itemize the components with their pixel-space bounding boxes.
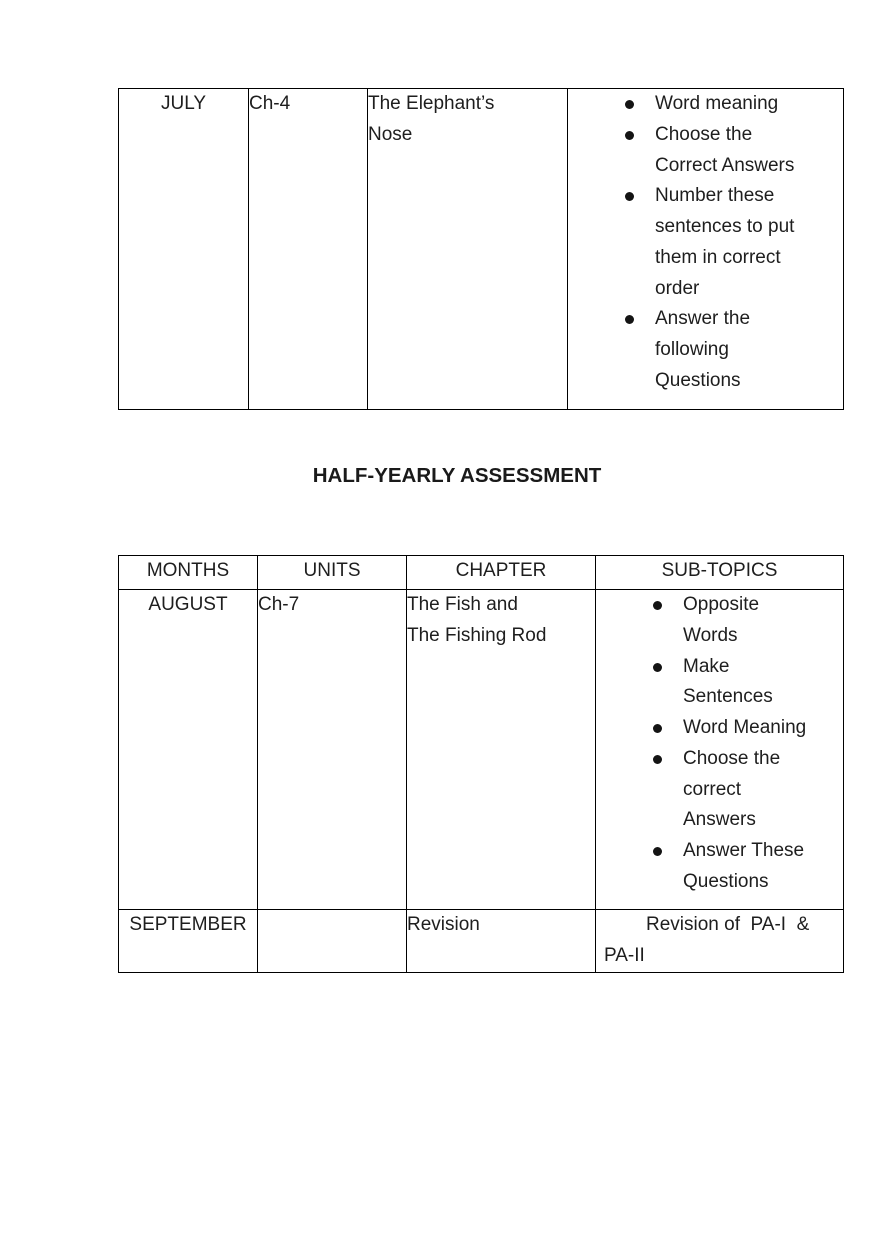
table-header-row (119, 556, 844, 590)
subtopic-item (596, 713, 843, 744)
subtopic-item (568, 181, 843, 304)
text-line: The Fishing Rod (407, 624, 547, 646)
subtopics-cell (596, 590, 844, 910)
bullet-icon (653, 755, 662, 764)
subtopic-item (568, 120, 843, 182)
unit-cell (258, 910, 407, 973)
table-row-september (119, 910, 844, 973)
subtopic-list (568, 89, 843, 397)
text-line: The Fish and (407, 594, 518, 615)
subtopic-item (596, 744, 843, 836)
text-line: Questions (683, 870, 769, 892)
bullet-icon (625, 100, 634, 109)
chapter-cell (407, 590, 596, 910)
chapter-cell: Revision (407, 910, 596, 973)
half-yearly-table (118, 555, 844, 973)
text-line: Choose the (683, 747, 781, 769)
text-line: Nose (368, 123, 413, 145)
column-header-subtopics: SUB-TOPICS (596, 556, 844, 590)
text-line: Word Meaning (683, 717, 807, 738)
text-line: following (655, 339, 729, 360)
subtopic-item (568, 89, 843, 120)
bullet-icon (625, 192, 634, 201)
text-line: Correct Answers (655, 154, 795, 176)
syllabus-table-july (118, 88, 844, 410)
column-header-months: MONTHS (119, 556, 258, 590)
text-line: Answers (683, 809, 756, 831)
text-line: Number these (655, 185, 775, 207)
month-cell: AUGUST (119, 590, 258, 910)
subtopics-cell (568, 89, 844, 410)
subtopic-item (596, 590, 843, 652)
subtopic-item (568, 304, 843, 396)
bullet-icon (625, 131, 634, 140)
section-heading: HALF-YEARLY ASSESSMENT (312, 464, 602, 487)
text-line: Word meaning (655, 93, 779, 114)
text-line: Choose the (655, 123, 753, 145)
text-line: correct (683, 778, 742, 800)
subtopic-item (596, 836, 843, 898)
bullet-icon (653, 724, 662, 733)
chapter-cell (368, 89, 568, 410)
column-header-chapter: CHAPTER (407, 556, 596, 590)
text-line: Revision of PA-I & (646, 914, 810, 935)
bullet-icon (653, 663, 662, 672)
text-line: Words (683, 624, 738, 646)
month-cell: SEPTEMBER (119, 910, 258, 973)
bullet-icon (653, 847, 662, 856)
text-line: PA-II (604, 944, 645, 966)
text-line: Answer These (683, 840, 805, 861)
bullet-icon (625, 315, 634, 324)
text-line: Questions (655, 369, 741, 391)
text-line: order (655, 277, 700, 299)
text-line: sentences to put (655, 216, 795, 237)
text-line: The Elephant’s (368, 93, 495, 114)
text-line: Opposite (683, 594, 760, 615)
text-line: Sentences (683, 686, 773, 708)
subtopic-list (596, 590, 843, 898)
unit-cell: Ch-4 (249, 89, 368, 410)
table-row-july (119, 89, 844, 410)
subtopics-cell (596, 910, 844, 973)
text-line: Make (683, 655, 730, 677)
subtopic-item (596, 652, 843, 714)
unit-cell: Ch-7 (258, 590, 407, 910)
table-row-august (119, 590, 844, 910)
text-line: Answer the (655, 308, 751, 330)
month-cell: JULY (119, 89, 249, 410)
text-line: them in correct (655, 246, 781, 268)
column-header-units: UNITS (258, 556, 407, 590)
bullet-icon (653, 601, 662, 610)
